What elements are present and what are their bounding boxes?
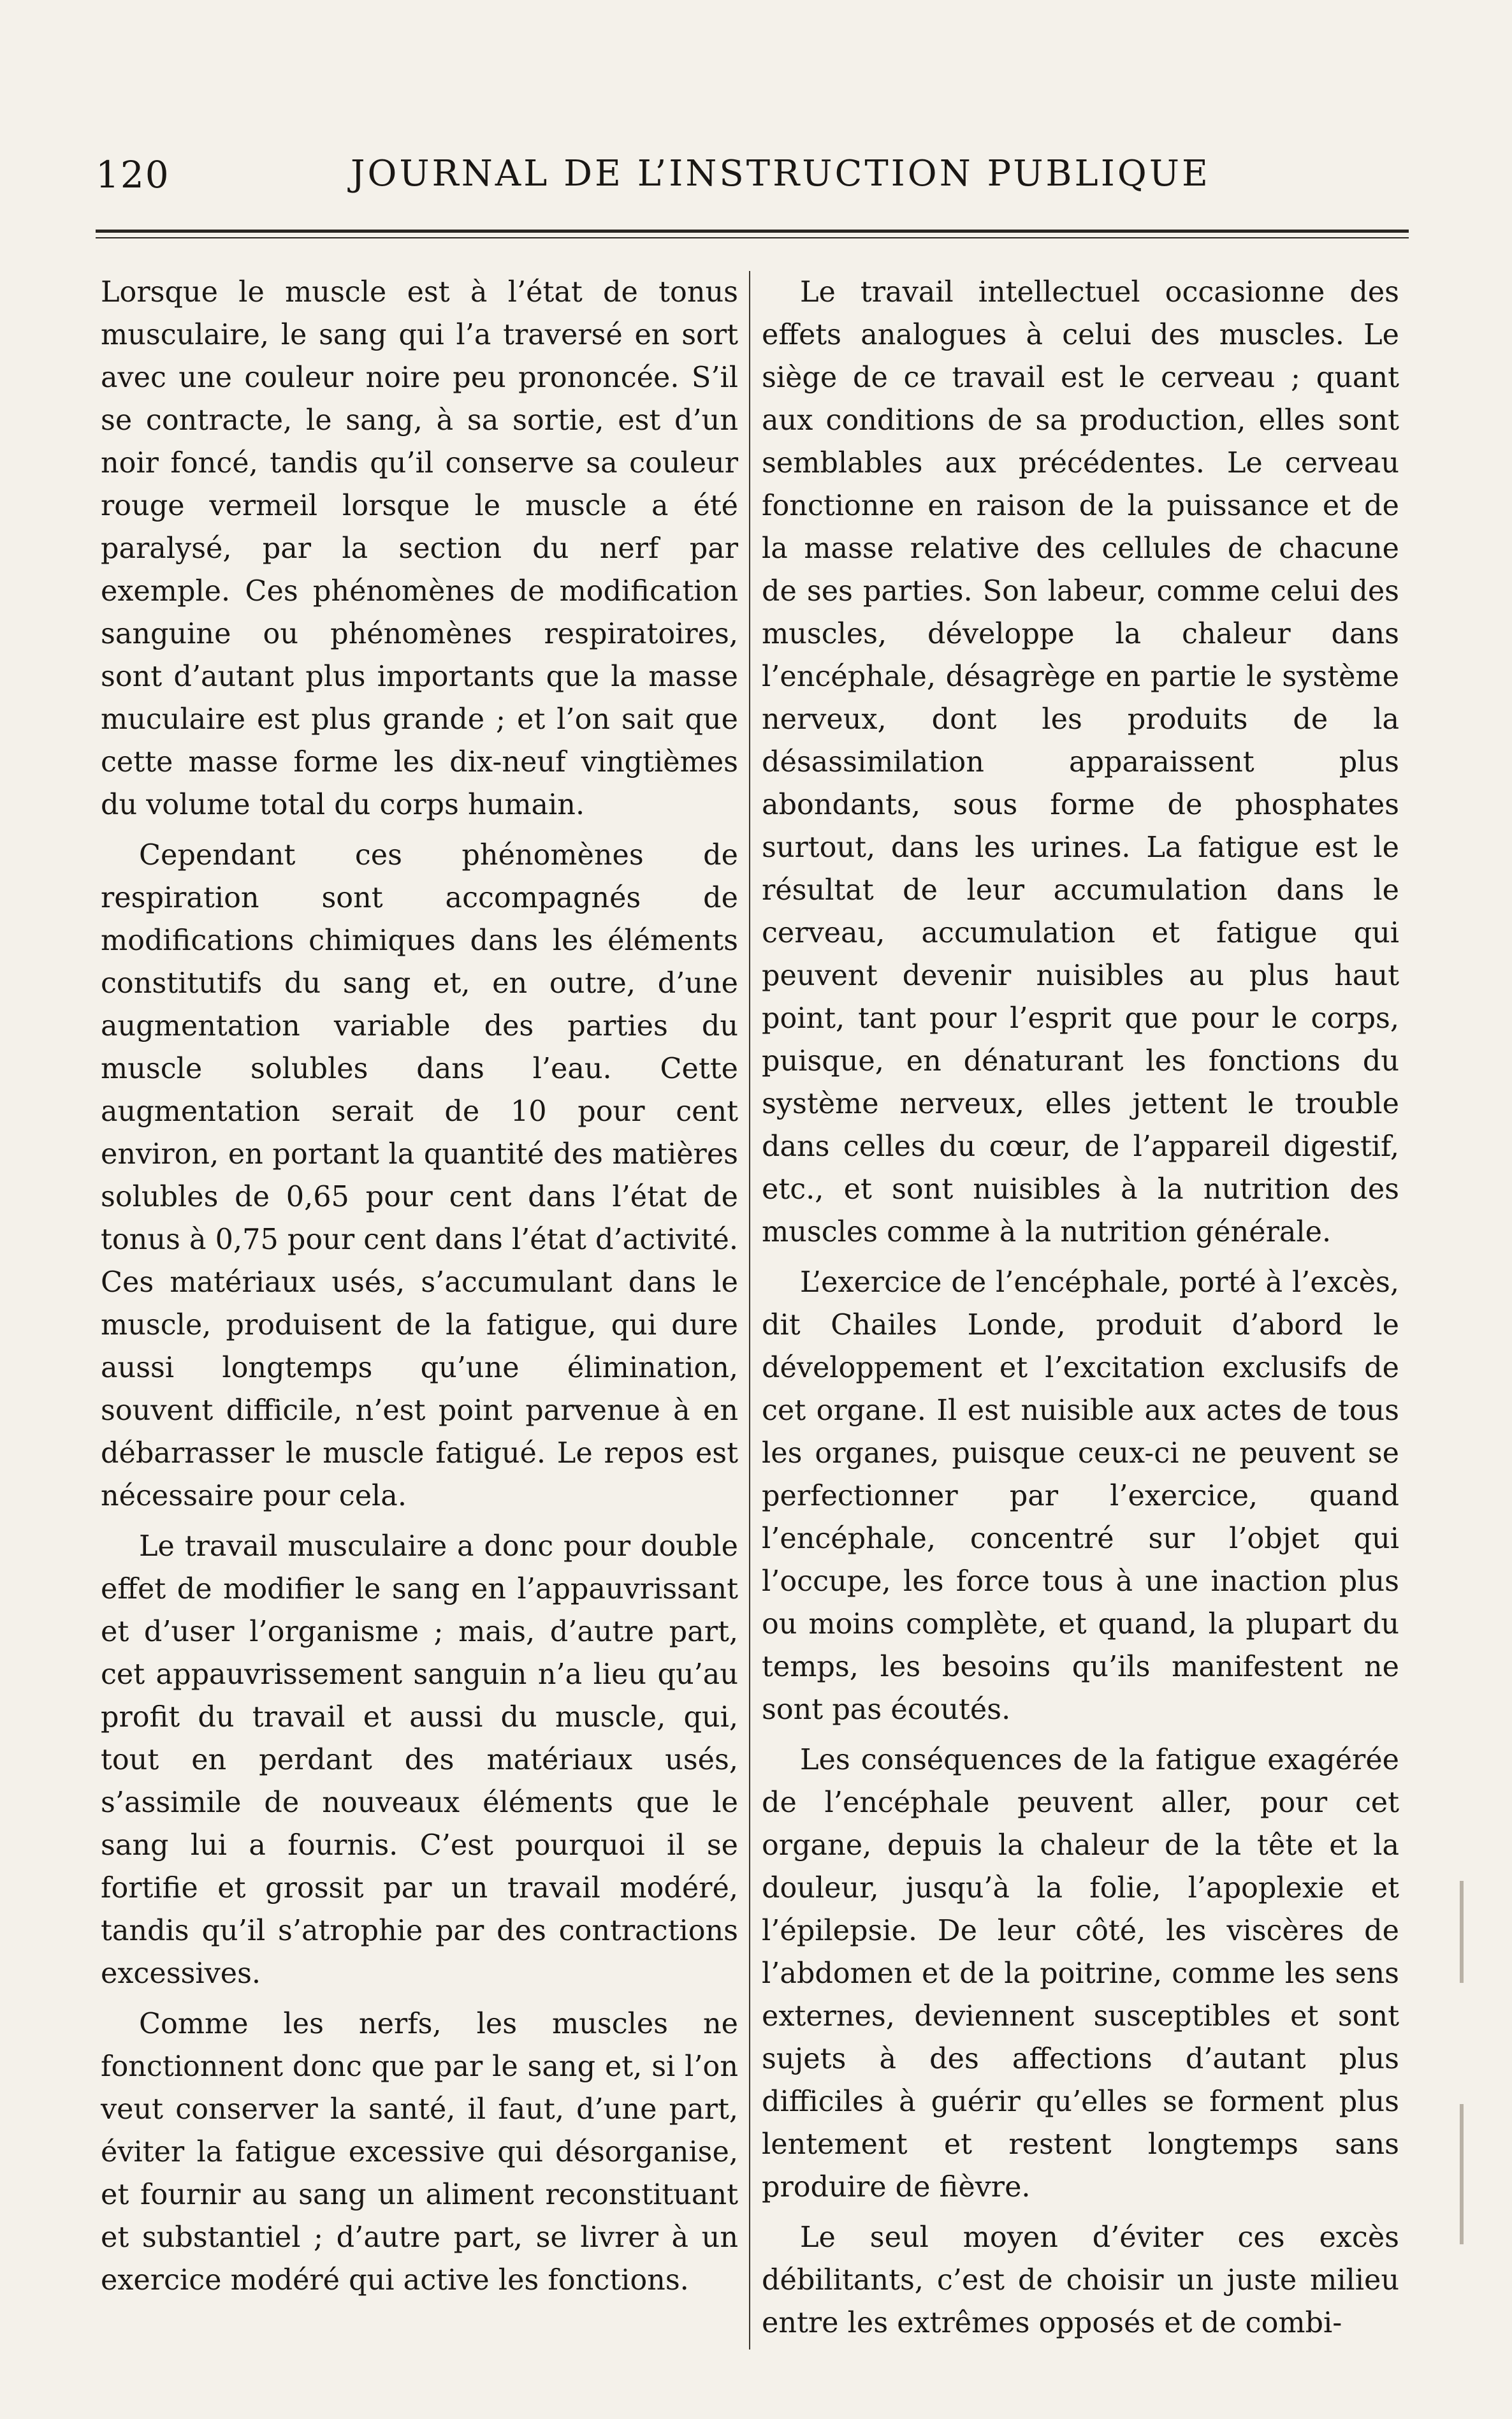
right-column	[762, 271, 1399, 2352]
running-title: JOURNAL DE L’INSTRUCTION PUBLIQUE	[351, 153, 1210, 194]
left-column	[101, 271, 738, 2309]
paragraph: Les conséquences de la fatigue exagérée de l’encéphale peuvent aller, pour cet organe, depuis la chaleur de la tête et la douleur, jusqu’à la folie, l’apoplexie et l’épilepsie. De leur côté, les viscères de l’abdomen et de la poitrine, comme les sens externes, deviennent susceptibles et sont sujets à des affections d’autant plus difficiles à guérir qu’elles se forment plus lentement et restent longtemps sans produire de fièvre.	[762, 1744, 1399, 2203]
paragraph: Lorsque le muscle est à l’état de tonus musculaire, le sang qui l’a traversé en sort avec une couleur noire peu prononcée. S’il se contracte, le sang, à sa sortie, est d’un noir foncé, tandis qu’il conserve sa couleur rouge vermeil lorsque le muscle a été paralysé, par la section du nerf par exemple. Ces phénomènes de modification sanguine ou phénomènes respiratoires, sont d’autant plus importants que la masse muculaire est plus grande ; et l’on sait que cette masse forme les dix-neuf vingtièmes du volume total du corps humain.	[101, 276, 738, 821]
page-header	[96, 153, 1210, 210]
header-rule	[96, 230, 1409, 233]
paragraph: Le travail intellectuel occasionne des effets analogues à celui des muscles. Le siège de ce travail est le cerveau ; quant aux conditions de sa production, elles sont semblables aux précédentes. Le cerveau fonctionne en raison de la puissance et de la masse relative des cellules de chacune de ses parties. Son labeur, comme celui des muscles, développe la chaleur dans l’encéphale, désagrège en partie le système nerveux, dont les produits de la désassimilation apparaissent plus abondants, sous forme de phosphates surtout, dans les urines. La fatigue est le résultat de leur accumulation dans le cerveau, accumulation et fatigue qui peuvent devenir nuisibles au plus haut point, tant pour l’esprit que pour le corps, puisque, en dénaturant les fonctions du système nerveux, elles jettent le trouble dans celles du cœur, de l’appareil digestif, etc., et sont nuisibles à la nutrition des muscles comme à la nutrition générale.	[762, 276, 1399, 1248]
header-rule-thin	[96, 237, 1409, 238]
column-divider	[749, 271, 750, 2350]
paragraph: Cependant ces phénomènes de respiration sont accompagnés de modifications chimiques dans les éléments constitutifs du sang et, en outre, d’une augmentation variable des parties du muscle solubles dans l’eau. Cette augmentation serait de 10 pour cent environ, en portant la quantité des matières solubles de 0,65 pour cent dans l’état de tonus à 0,75 pour cent dans l’état d’activité. Ces matériaux usés, s’accumulant dans le muscle, produisent de la fatigue, qui dure aussi longtemps qu’une élimination, souvent difficile, n’est point parvenue à en débarrasser le muscle fatigué. Le repos est nécessaire pour cela.	[101, 839, 738, 1512]
paragraph: L’exercice de l’encéphale, porté à l’excès, dit Chailes Londe, produit d’abord le développement et l’excitation exclusifs de cet organe. Il est nuisible aux actes de tous les organes, puisque ceux-ci ne peuvent se perfectionner par l’exercice, quand l’encéphale, concentré sur l’objet qui l’occupe, les force tous à une inaction plus ou moins complète, et quand, la plupart du temps, les besoins qu’ils manifestent ne sont pas écoutés.	[762, 1266, 1399, 1726]
page-number: 120	[96, 153, 170, 196]
paragraph: Le seul moyen d’éviter ces excès débilitants, c’est de choisir un juste milieu entre les extrêmes opposés et de combi-	[762, 2221, 1399, 2339]
margin-smudge	[1460, 2104, 1464, 2244]
paragraph: Comme les nerfs, les muscles ne fonctionnent donc que par le sang et, si l’on veut conserver la santé, il faut, d’une part, éviter la fatigue excessive qui désorganise, et fournir au sang un aliment reconstituant et substantiel ; d’autre part, se livrer à un exercice modéré qui active les fonctions.	[101, 2008, 738, 2297]
margin-smudge	[1460, 1881, 1464, 1983]
paragraph: Le travail musculaire a donc pour double effet de modifier le sang en l’appauvrissant et d’user l’organisme ; mais, d’autre part, cet appauvrissement sanguin n’a lieu qu’au profit du travail et aussi du muscle, qui, tout en perdant des matériaux usés, s’assimile de nouveaux éléments que le sang lui a fournis. C’est pourquoi il se fortifie et grossit par un travail modéré, tandis qu’il s’atrophie par des contractions excessives.	[101, 1530, 738, 1990]
